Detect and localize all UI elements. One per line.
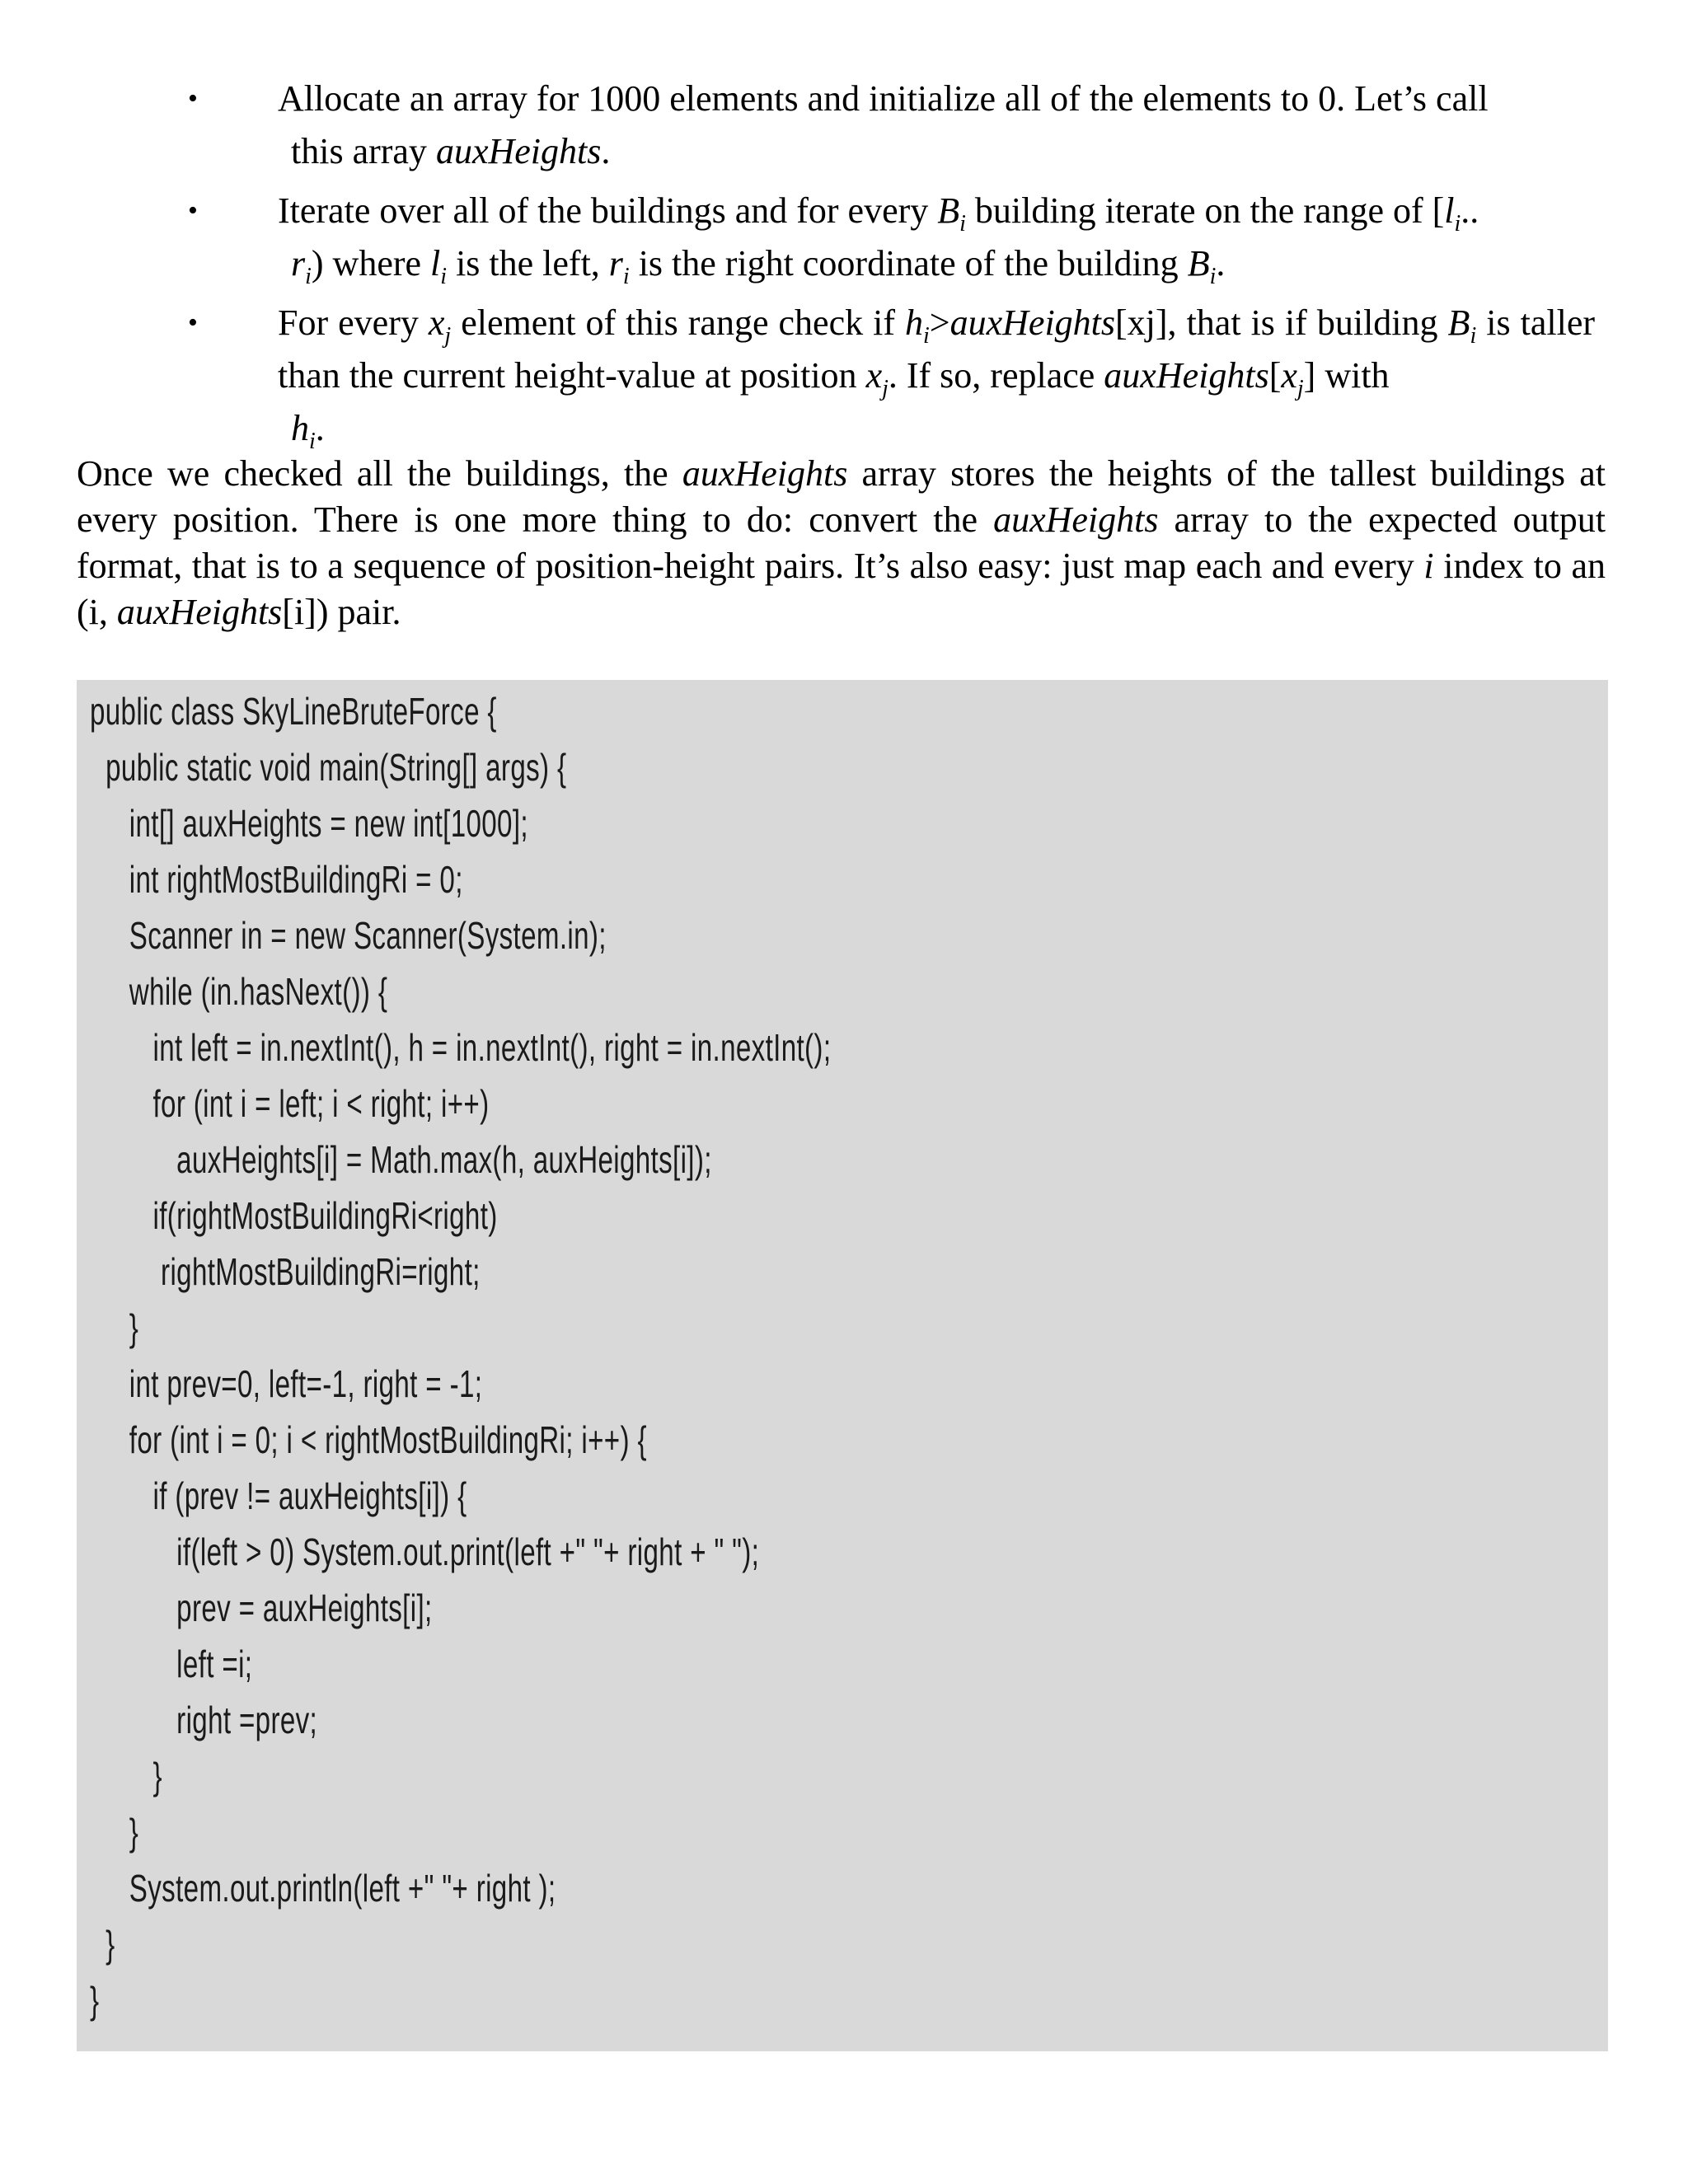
text-span: >: [929, 302, 950, 343]
text-span: . If so, replace: [888, 355, 1104, 396]
text-span: is taller than the current height-value at position: [278, 302, 1595, 396]
text-span: ..: [1461, 190, 1479, 231]
code-line: if(left > 0) System.out.print(left +" "+ right + " ");: [90, 1530, 760, 1573]
list-item-text: [278, 185, 1595, 290]
text-span: [: [1268, 355, 1282, 396]
var-sub: i: [923, 323, 930, 349]
text-span: [i]) pair.: [282, 592, 401, 632]
code-line: for (int i = 0; i < rightMostBuildingRi; i++) {: [90, 1418, 647, 1461]
var-sub: i: [1209, 264, 1217, 289]
var-sub: i: [440, 264, 448, 289]
var: x: [1281, 355, 1297, 396]
code-line: int prev=0, left=-1, right = -1;: [90, 1362, 483, 1405]
code-line: Scanner in = new Scanner(System.in);: [90, 914, 607, 957]
var-sub: i: [622, 264, 630, 289]
var: l: [430, 243, 441, 284]
text-span: .: [315, 408, 325, 448]
var: h: [905, 302, 924, 343]
text-span: array stores the heights of the tallest buildings at every position. There is one more thing to do: convert the: [77, 453, 1606, 540]
var: r: [608, 243, 623, 284]
text-span: array to the expected output format, that is to a sequence of position-height pairs. It’s also easy: just map each and every: [77, 499, 1606, 586]
code-line: int rightMostBuildingRi = 0;: [90, 858, 463, 901]
code-block: [77, 680, 1608, 2051]
bullet-icon: •: [188, 307, 198, 338]
emphasis: auxHeights: [116, 592, 283, 632]
var: x: [865, 355, 883, 396]
code-line: int left = in.nextInt(), h = in.nextInt(), right = in.nextInt();: [90, 1026, 832, 1069]
list-item: [161, 297, 1595, 455]
code-line: right =prev;: [90, 1699, 318, 1741]
bullet-icon: •: [188, 83, 198, 114]
list-item: [161, 73, 1595, 178]
var: h: [291, 408, 309, 448]
code-line: }: [90, 1979, 100, 2022]
code-line: public static void main(String[] args) {: [90, 746, 567, 789]
list-item-text: [278, 73, 1595, 178]
var-sub: j: [444, 323, 452, 349]
text-span: For every: [278, 302, 429, 343]
var: x: [428, 302, 445, 343]
var-sub: j: [1296, 376, 1304, 401]
text-span: element of this range check if: [451, 302, 906, 343]
text-span: ] with: [1303, 355, 1390, 396]
emphasis: auxHeights: [993, 499, 1159, 540]
list-item-text: [278, 297, 1595, 455]
bullet-list: [161, 73, 1595, 462]
text-span: is the left,: [447, 243, 609, 284]
code-line: }: [90, 1755, 162, 1797]
text-span: building iterate on the range of [: [965, 190, 1445, 231]
code-line: }: [90, 1923, 115, 1966]
emphasis: auxHeights: [950, 302, 1116, 343]
code-line: auxHeights[i] = Math.max(h, auxHeights[i]);: [90, 1138, 712, 1181]
var: B: [937, 190, 960, 231]
code-line: if(rightMostBuildingRi<right): [90, 1194, 498, 1237]
text-span: Once we checked all the buildings, the: [77, 453, 682, 494]
text-span: index to an (i,: [77, 546, 1606, 632]
emphasis: auxHeights: [682, 453, 848, 494]
body-paragraph: [77, 451, 1606, 635]
text-span: is the right coordinate of the building: [629, 243, 1188, 284]
var-sub: i: [1470, 323, 1477, 349]
var: r: [291, 243, 306, 284]
text-span: this array: [291, 131, 436, 171]
text-span: Allocate an array for 1000 elements and initialize all of the elements to 0. Let’s call: [278, 78, 1489, 119]
var-sub: i: [309, 429, 316, 454]
code-line: for (int i = left; i < right; i++): [90, 1082, 490, 1125]
var: l: [1444, 190, 1455, 231]
code-line: left =i;: [90, 1643, 253, 1685]
var-sub: i: [1454, 211, 1461, 237]
code-line: prev = auxHeights[i];: [90, 1586, 433, 1629]
emphasis: auxHeights: [435, 131, 602, 171]
code-line: public class SkyLineBruteForce {: [90, 690, 497, 733]
emphasis: i: [1423, 546, 1434, 586]
var-sub: i: [305, 264, 312, 289]
text-span: [xj], that is if building: [1115, 302, 1448, 343]
var-sub: j: [882, 376, 889, 401]
text-span: .: [601, 131, 611, 171]
code-line: }: [90, 1811, 139, 1854]
code-line: while (in.hasNext()) {: [90, 970, 388, 1013]
code-line: rightMostBuildingRi=right;: [90, 1250, 481, 1293]
code-line: System.out.println(left +" "+ right );: [90, 1867, 556, 1910]
code-line: int[] auxHeights = new int[1000];: [90, 802, 528, 845]
text-span: .: [1216, 243, 1226, 284]
emphasis: auxHeights: [1104, 355, 1269, 396]
text-span: ) where: [311, 243, 431, 284]
var: B: [1447, 302, 1470, 343]
list-item: [161, 185, 1595, 290]
var: B: [1187, 243, 1210, 284]
code-line: }: [90, 1306, 139, 1349]
code-line: if (prev != auxHeights[i]) {: [90, 1474, 467, 1517]
var-sub: i: [959, 211, 966, 237]
text-span: Iterate over all of the buildings and for every: [278, 190, 938, 231]
bullet-icon: •: [188, 195, 198, 226]
